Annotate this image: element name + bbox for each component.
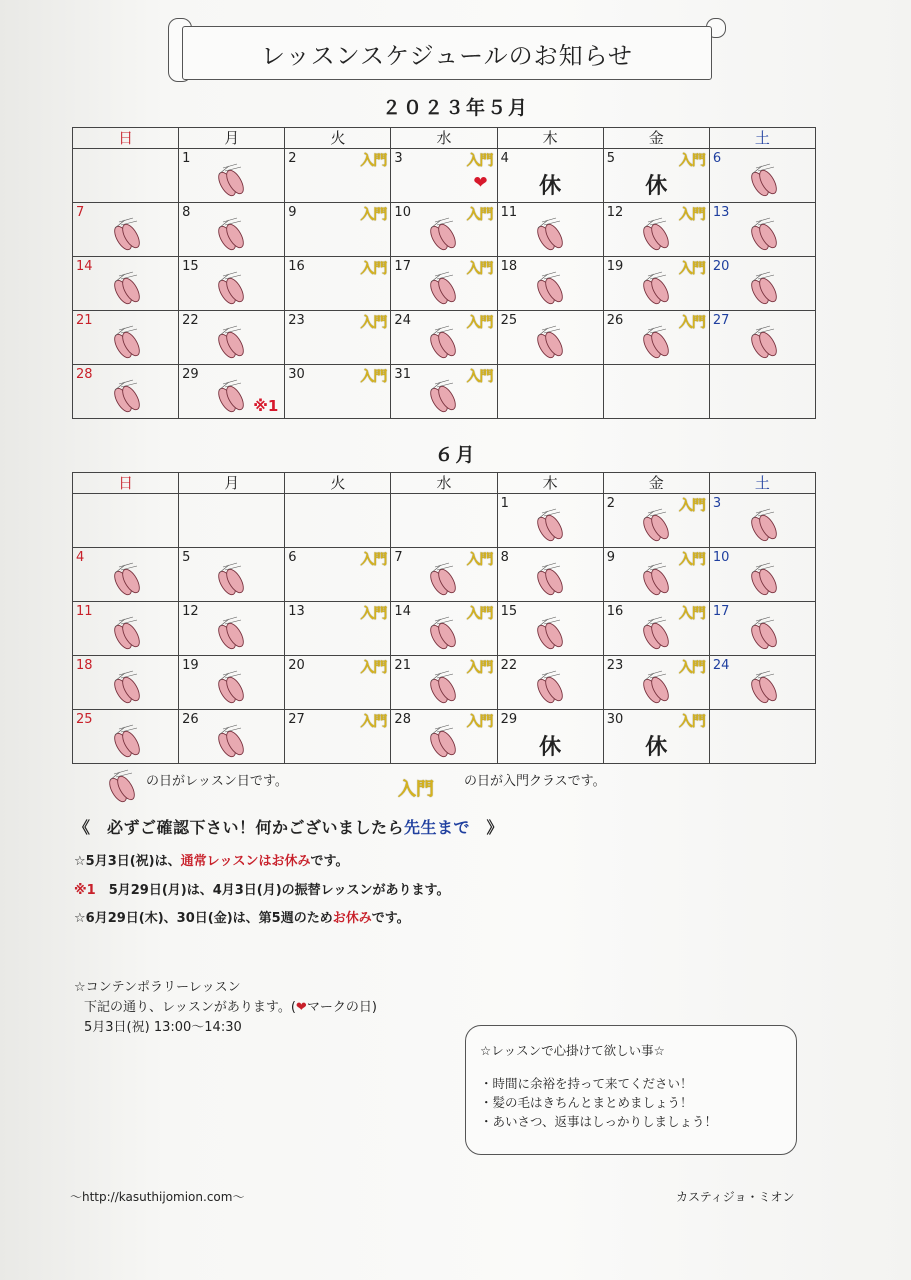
weekday-header — [73, 473, 815, 494]
day-cell — [604, 365, 710, 418]
pointe-shoe-icon — [532, 324, 566, 362]
day-number: 7 — [76, 205, 85, 220]
weekday-label: 火 — [285, 473, 391, 493]
day-cell — [710, 365, 815, 418]
day-number: 2 — [288, 151, 297, 166]
pointe-shoe-icon — [746, 615, 780, 653]
day-cell — [498, 656, 604, 709]
beginner-class-badge: 入門 — [360, 552, 387, 568]
day-cell — [498, 203, 604, 256]
day-number: 20 — [288, 658, 305, 673]
week-row — [73, 203, 815, 257]
day-cell — [285, 656, 391, 709]
pointe-shoe-icon — [532, 669, 566, 707]
weekday-label: 土 — [754, 474, 770, 492]
title-banner — [160, 16, 730, 86]
day-cell — [498, 548, 604, 601]
day-number: 19 — [606, 259, 624, 274]
beginner-class-badge: 入門 — [678, 207, 705, 223]
day-cell — [179, 149, 285, 202]
day-number: 11 — [76, 604, 93, 619]
pointe-shoe-icon — [109, 561, 143, 599]
day-number: 10 — [712, 550, 730, 565]
weekday-label: 水 — [391, 473, 497, 493]
day-number: 12 — [182, 604, 199, 619]
pointe-shoe-icon — [638, 270, 672, 308]
day-number: 21 — [76, 313, 93, 328]
day-number: 29 — [500, 712, 518, 727]
weekday-label: 木 — [498, 128, 604, 148]
day-cell — [498, 149, 604, 202]
closed-mark: 休 — [645, 735, 668, 760]
june-calendar — [72, 472, 816, 764]
beginner-class-badge: 入門 — [466, 606, 493, 622]
day-cell — [498, 710, 604, 763]
pointe-shoe-icon — [425, 216, 459, 254]
pointe-shoe-icon — [532, 216, 566, 254]
day-number: 23 — [288, 313, 305, 328]
beginner-class-badge: 入門 — [360, 207, 387, 223]
day-number: 26 — [182, 712, 199, 727]
weekday-header — [73, 128, 815, 149]
day-cell — [179, 257, 285, 310]
day-cell — [285, 365, 391, 418]
weekday-label: 月 — [179, 128, 285, 148]
day-cell — [285, 311, 391, 364]
pointe-shoe-icon — [638, 615, 672, 653]
day-number: 17 — [394, 259, 411, 274]
day-cell — [285, 548, 391, 601]
day-cell — [604, 203, 710, 256]
day-number: 2 — [606, 496, 615, 511]
day-cell — [391, 365, 497, 418]
day-number: 13 — [288, 604, 305, 619]
pointe-shoe-icon — [746, 507, 780, 545]
beginner-class-badge: 入門 — [466, 207, 493, 223]
day-cell — [179, 710, 285, 763]
pointe-shoe-icon — [532, 270, 566, 308]
day-cell — [391, 311, 497, 364]
pointe-shoe-icon — [425, 723, 459, 761]
day-number: 27 — [288, 712, 305, 727]
day-cell — [391, 602, 497, 655]
pointe-shoe-icon — [213, 324, 247, 362]
beginner-class-badge: 入門 — [360, 369, 387, 385]
pointe-shoe-icon — [425, 669, 459, 707]
day-number: 18 — [500, 259, 518, 274]
day-cell — [710, 548, 815, 601]
footer-url[interactable]: ～http://kasuthijomion.com～ — [70, 1190, 245, 1204]
day-cell — [391, 710, 497, 763]
day-cell — [73, 311, 179, 364]
pointe-shoe-icon — [532, 507, 566, 545]
day-number: 13 — [712, 205, 730, 220]
day-cell — [710, 656, 815, 709]
day-number: 19 — [182, 658, 199, 673]
heart-icon: ❤ — [473, 173, 488, 193]
beginner-class-badge: 入門 — [678, 498, 705, 514]
day-cell — [73, 548, 179, 601]
pointe-shoe-icon — [425, 270, 459, 308]
day-number: 24 — [712, 658, 730, 673]
beginner-class-badge: 入門 — [466, 153, 493, 169]
day-number: 28 — [394, 712, 411, 727]
day-number: 3 — [712, 496, 722, 511]
day-number: 8 — [500, 550, 509, 565]
week-row — [73, 602, 815, 656]
beginner-class-badge: 入門 — [678, 552, 705, 568]
tips-box — [465, 1025, 797, 1155]
day-number: 17 — [712, 604, 730, 619]
pointe-shoe-icon — [746, 162, 780, 200]
day-number: 20 — [712, 259, 730, 274]
day-cell — [73, 656, 179, 709]
day-cell — [73, 203, 179, 256]
day-cell — [73, 602, 179, 655]
weekday-label: 水 — [391, 128, 497, 148]
day-cell — [710, 149, 815, 202]
day-number: 25 — [500, 313, 518, 328]
day-number: 15 — [500, 604, 518, 619]
weekday-label: 月 — [179, 473, 285, 493]
note-marker: ※1 — [253, 397, 279, 415]
day-cell — [391, 257, 497, 310]
day-number: 10 — [394, 205, 411, 220]
closed-mark: 休 — [645, 174, 668, 199]
day-cell — [285, 203, 391, 256]
may-heading: ２０２３年５月 — [381, 97, 529, 119]
day-cell — [285, 710, 391, 763]
pointe-shoe-icon — [109, 615, 143, 653]
day-number: 22 — [500, 658, 518, 673]
pointe-shoe-icon — [746, 270, 780, 308]
pointe-shoe-icon — [109, 723, 143, 761]
day-cell — [498, 257, 604, 310]
day-cell — [285, 257, 391, 310]
day-cell — [285, 494, 391, 547]
note-june29: ☆6月29日(木)、30日(金)は、第5週のためお休みです。 — [74, 911, 410, 926]
day-cell — [179, 203, 285, 256]
day-number: 6 — [288, 550, 297, 565]
beginner-class-badge: 入門 — [360, 261, 387, 277]
weekday-label: 土 — [754, 129, 770, 147]
day-number: 9 — [288, 205, 297, 220]
tips-item: ・時間に余裕を持って来てください！ — [480, 1076, 693, 1091]
day-number: 1 — [500, 496, 509, 511]
beginner-class-badge: 入門 — [466, 369, 493, 385]
day-number: 3 — [394, 151, 403, 166]
day-cell — [604, 311, 710, 364]
contemporary-time: 5月3日(祝) 13:00～14:30 — [84, 1020, 242, 1035]
week-row — [73, 257, 815, 311]
pointe-shoe-icon — [213, 561, 247, 599]
notice-banner — [74, 815, 503, 838]
day-number: 1 — [182, 151, 191, 166]
weekday-label: 火 — [285, 128, 391, 148]
day-number: 16 — [288, 259, 305, 274]
day-cell — [498, 602, 604, 655]
contemporary-title: ☆コンテンポラリーレッスン — [74, 980, 241, 995]
pointe-shoe-icon — [109, 270, 143, 308]
may-calendar — [72, 127, 816, 419]
pointe-shoe-icon — [425, 615, 459, 653]
day-number: 26 — [606, 313, 624, 328]
pointe-shoe-icon — [213, 270, 247, 308]
note-may3: ☆5月3日(祝)は、通常レッスンはお休みです。 — [74, 854, 349, 869]
beginner-class-badge: 入門 — [466, 315, 493, 331]
day-number: 9 — [606, 550, 615, 565]
week-row — [73, 365, 815, 418]
day-cell — [604, 548, 710, 601]
day-cell — [498, 494, 604, 547]
weekday-label: 金 — [604, 473, 710, 493]
day-number: 24 — [394, 313, 411, 328]
pointe-shoe-icon — [109, 669, 143, 707]
day-number: 28 — [76, 367, 93, 382]
day-cell — [179, 656, 285, 709]
day-number: 27 — [712, 313, 730, 328]
day-cell — [391, 494, 497, 547]
day-number: 4 — [500, 151, 509, 166]
week-row — [73, 149, 815, 203]
pointe-shoe-icon — [532, 615, 566, 653]
day-cell — [498, 311, 604, 364]
tips-title: ☆レッスンで心掛けて欲しい事☆ — [480, 1043, 665, 1058]
day-cell — [710, 311, 815, 364]
pointe-shoe-icon — [638, 561, 672, 599]
pointe-shoe-icon — [746, 324, 780, 362]
day-cell — [179, 365, 285, 418]
day-cell — [285, 149, 391, 202]
day-cell — [604, 494, 710, 547]
pointe-shoe-icon — [425, 324, 459, 362]
pointe-shoe-icon — [109, 216, 143, 254]
beginner-class-badge: 入門 — [360, 660, 387, 676]
legend-beginner-text: の日が入門クラスです。 — [464, 774, 606, 789]
day-number: 29 — [182, 367, 199, 382]
pointe-shoe-icon — [213, 723, 247, 761]
day-cell — [73, 149, 179, 202]
weekday-label: 日 — [73, 128, 179, 148]
week-row — [73, 311, 815, 365]
notice-lead: 《 必ずご確認下さい！何かございましたら — [74, 818, 405, 837]
day-number: 16 — [606, 604, 624, 619]
closed-mark: 休 — [539, 735, 562, 760]
tips-item: ・あいさつ、返事はしっかりしましょう！ — [480, 1114, 718, 1129]
legend-lesson-text: の日がレッスン日です。 — [146, 774, 288, 789]
pointe-shoe-icon — [109, 324, 143, 362]
day-cell — [710, 494, 815, 547]
pointe-shoe-icon — [213, 669, 247, 707]
beginner-class-badge: 入門 — [466, 261, 493, 277]
beginner-class-badge: 入門 — [678, 606, 705, 622]
day-cell — [710, 602, 815, 655]
day-number: 8 — [182, 205, 191, 220]
pointe-shoe-icon — [638, 324, 672, 362]
weekday-label: 金 — [604, 128, 710, 148]
day-number: 15 — [182, 259, 199, 274]
day-number: 31 — [394, 367, 411, 382]
heart-icon: ❤ — [295, 1000, 307, 1015]
notice-tail: 》 — [470, 818, 504, 837]
beginner-class-badge: 入門 — [360, 606, 387, 622]
legend-pointe-shoe-icon — [104, 768, 138, 806]
week-row — [73, 494, 815, 548]
note-may29: ※1 5月29日(月)は、4月3日(月)の振替レッスンがあります。 — [74, 883, 450, 898]
pointe-shoe-icon — [425, 561, 459, 599]
contemporary-section — [74, 978, 377, 1038]
beginner-class-badge: 入門 — [678, 315, 705, 331]
notice-teacher: 先生まで — [404, 818, 471, 837]
day-number: 7 — [394, 550, 403, 565]
pointe-shoe-icon — [746, 216, 780, 254]
day-number: 12 — [606, 205, 624, 220]
pointe-shoe-icon — [638, 507, 672, 545]
day-number: 14 — [76, 259, 93, 274]
pointe-shoe-icon — [746, 669, 780, 707]
day-number: 30 — [288, 367, 305, 382]
day-cell — [604, 656, 710, 709]
day-cell — [73, 365, 179, 418]
day-number: 5 — [606, 151, 615, 166]
day-cell — [391, 548, 497, 601]
weekday-label: 日 — [73, 473, 179, 493]
weekday-label: 木 — [498, 473, 604, 493]
beginner-class-badge: 入門 — [678, 714, 705, 730]
day-cell — [710, 203, 815, 256]
day-number: 4 — [76, 550, 85, 565]
day-cell — [498, 365, 604, 418]
day-cell — [179, 548, 285, 601]
pointe-shoe-icon — [213, 378, 247, 416]
pointe-shoe-icon — [425, 378, 459, 416]
pointe-shoe-icon — [746, 561, 780, 599]
day-cell — [285, 602, 391, 655]
day-cell — [391, 203, 497, 256]
day-number: 21 — [394, 658, 411, 673]
footer-school-name: カスティジョ・ミオン — [676, 1190, 795, 1204]
day-cell — [73, 257, 179, 310]
day-cell — [710, 257, 815, 310]
beginner-class-badge: 入門 — [678, 660, 705, 676]
pointe-shoe-icon — [638, 669, 672, 707]
pointe-shoe-icon — [109, 378, 143, 416]
legend-beginner-label: 入門 — [398, 779, 434, 800]
day-cell — [179, 494, 285, 547]
pointe-shoe-icon — [213, 216, 247, 254]
beginner-class-badge: 入門 — [678, 261, 705, 277]
day-number: 14 — [394, 604, 411, 619]
day-number: 25 — [76, 712, 93, 727]
closed-mark: 休 — [539, 174, 562, 199]
contemporary-desc: 下記の通り、レッスンがあります。(❤マークの日) — [84, 1000, 377, 1015]
week-row — [73, 656, 815, 710]
day-cell — [179, 311, 285, 364]
beginner-class-badge: 入門 — [466, 714, 493, 730]
week-row — [73, 548, 815, 602]
day-number: 22 — [182, 313, 199, 328]
day-cell — [391, 149, 497, 202]
day-cell — [391, 656, 497, 709]
day-cell — [73, 710, 179, 763]
day-cell — [604, 257, 710, 310]
beginner-class-badge: 入門 — [360, 315, 387, 331]
beginner-class-badge: 入門 — [466, 552, 493, 568]
beginner-class-badge: 入門 — [360, 153, 387, 169]
day-number: 6 — [712, 151, 722, 166]
june-heading: ６月 — [434, 444, 477, 466]
beginner-class-badge: 入門 — [360, 714, 387, 730]
pointe-shoe-icon — [213, 615, 247, 653]
day-number: 30 — [606, 712, 624, 727]
day-cell — [604, 149, 710, 202]
day-number: 11 — [500, 205, 518, 220]
day-cell — [710, 710, 815, 763]
day-number: 18 — [76, 658, 93, 673]
pointe-shoe-icon — [532, 561, 566, 599]
day-number: 5 — [182, 550, 191, 565]
beginner-class-badge: 入門 — [466, 660, 493, 676]
week-row — [73, 710, 815, 763]
page-title: レッスンスケジュールのお知らせ — [182, 26, 712, 80]
day-cell — [179, 602, 285, 655]
beginner-class-badge: 入門 — [678, 153, 705, 169]
pointe-shoe-icon — [638, 216, 672, 254]
pointe-shoe-icon — [213, 162, 247, 200]
tips-item: ・髪の毛はきちんとまとめましょう！ — [480, 1095, 693, 1110]
day-cell — [604, 602, 710, 655]
day-cell — [73, 494, 179, 547]
day-cell — [604, 710, 710, 763]
day-number: 23 — [606, 658, 624, 673]
